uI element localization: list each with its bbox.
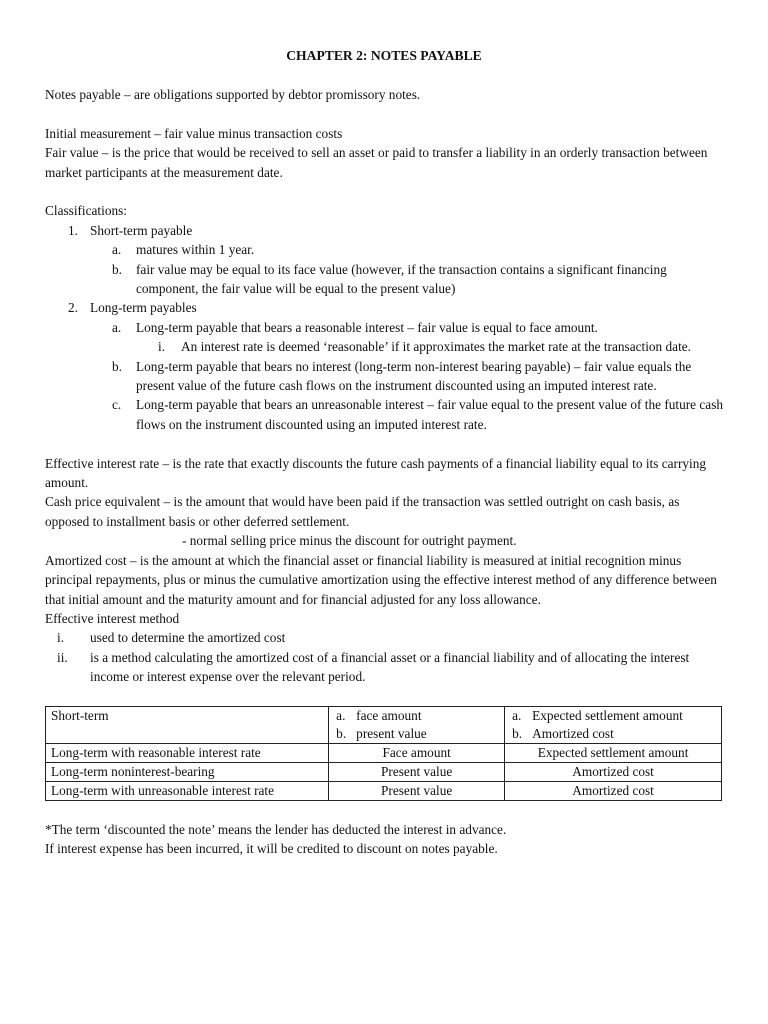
cell-list — [334, 707, 499, 743]
effective-rate-definition: Effective interest rate – is the rate that exactly discounts the future cash payments of a financial liability equal to its carrying amount. — [45, 455, 707, 491]
list-item — [90, 395, 725, 434]
list-marker: a. — [112, 242, 122, 258]
list-item — [45, 628, 725, 647]
list-item — [334, 707, 499, 725]
list-item-text: face amount — [356, 707, 422, 723]
list-marker: ii. — [57, 649, 68, 665]
table-cell: Expected settlement amount — [505, 743, 722, 762]
classification-item-long-term — [45, 298, 725, 434]
list-item-text: Amortized cost — [532, 725, 614, 741]
table-cell: Short-term — [46, 706, 329, 743]
list-item — [510, 707, 716, 725]
list-marker: a. — [512, 707, 522, 723]
list-item-text: present value — [356, 725, 427, 741]
classifications-list — [45, 221, 725, 434]
list-marker: 2. — [68, 300, 78, 316]
list-marker: b. — [336, 725, 347, 741]
list-marker: c. — [112, 397, 122, 413]
classification-label: Long-term payables — [90, 300, 197, 316]
list-item-text: An interest rate is deemed ‘reasonable’ if it approximates the market rate at the transaction date. — [181, 339, 691, 355]
long-term-sublist — [90, 318, 725, 434]
document-body — [45, 85, 725, 858]
measurement-table — [45, 706, 722, 801]
eim-heading: Effective interest method — [45, 610, 180, 626]
list-item-text: is a method calculating the amortized cost of a financial asset or a financial liability and of allocating the interest income or interest expense over the relevant period. — [90, 649, 690, 685]
amortized-cost-definition: Amortized cost – is the amount at which the financial asset or financial liability is measured at initial recognition minus principal repayments, plus or minus the cumulative amortization using the effective interest method of any difference between that initial amount and the maturity amount and for financial adjusted for any loss allowance. — [45, 552, 717, 607]
list-item — [90, 260, 725, 299]
classification-item-short-term — [45, 221, 725, 299]
list-item-text: Long-term payable that bears an unreasonable interest – fair value equal to the present value of the future cash flows on the instrument discounted using an imputed interest rate. — [136, 397, 724, 432]
fair-value-paragraph: Fair value – is the price that would be received to sell an asset or paid to transfer a liability in an orderly transaction between market participants at the measurement date. — [45, 145, 708, 180]
table-row — [46, 762, 722, 781]
table-row — [46, 781, 722, 800]
list-item — [90, 357, 725, 396]
table-row — [46, 706, 722, 743]
list-marker: a. — [336, 707, 346, 723]
list-marker: b. — [512, 725, 523, 741]
table-cell — [329, 706, 505, 743]
list-marker: i. — [57, 630, 65, 646]
cash-price-definition: Cash price equivalent – is the amount that would have been paid if the transaction was settled outright on cash basis, as opposed to installment basis or other deferred settlement. — [45, 494, 680, 529]
list-item — [45, 648, 725, 687]
eim-list — [45, 628, 725, 686]
table-cell: Face amount — [329, 743, 505, 762]
list-marker: a. — [112, 319, 122, 335]
footnote-line: If interest expense has been incurred, it will be credited to discount on notes payable. — [45, 840, 498, 856]
list-item — [136, 337, 725, 356]
list-item-text: Long-term payable that bears a reasonable interest – fair value is equal to face amount. — [136, 319, 598, 335]
intro-paragraph: Notes payable – are obligations supported by debtor promissory notes. — [45, 87, 421, 102]
table-cell: Present value — [329, 781, 505, 800]
table-row — [46, 743, 722, 762]
table-cell: Amortized cost — [505, 762, 722, 781]
list-item-text: fair value may be equal to its face value (however, if the transaction contains a significant financing component, the fair value will be equal to the present value) — [136, 261, 667, 297]
list-marker: 1. — [68, 222, 78, 238]
table-cell: Amortized cost — [505, 781, 722, 800]
classifications-heading: Classifications: — [45, 203, 127, 219]
list-item — [510, 725, 716, 743]
reasonable-rate-sublist — [136, 337, 725, 356]
cell-list — [510, 707, 716, 743]
cash-price-note: - normal selling price minus the discount for outright payment. — [182, 533, 517, 549]
classification-label: Short-term payable — [90, 222, 193, 238]
list-item — [90, 240, 725, 259]
table-cell: Long-term with reasonable interest rate — [46, 743, 329, 762]
initial-measurement-line: Initial measurement – fair value minus transaction costs — [45, 125, 343, 141]
list-item — [334, 725, 499, 743]
table-cell: Long-term noninterest-bearing — [46, 762, 329, 781]
page-title: CHAPTER 2: NOTES PAYABLE — [286, 48, 482, 63]
list-item-text: Long-term payable that bears no interest (long-term non-interest bearing payable) – fair value equals the present value of the future cash flows on the instrument discounted using an imputed interest rate. — [136, 358, 692, 394]
list-item — [90, 318, 725, 357]
list-item-text: used to determine the amortized cost — [90, 630, 286, 646]
table-cell: Present value — [329, 762, 505, 781]
footnote-line: *The term ‘discounted the note’ means the lender has deducted the interest in advance. — [45, 821, 507, 837]
list-marker: b. — [112, 261, 122, 277]
list-marker: b. — [112, 358, 122, 374]
list-item-text: matures within 1 year. — [136, 242, 255, 258]
list-item-text: Expected settlement amount — [532, 707, 683, 723]
short-term-sublist — [90, 240, 725, 298]
table-cell — [505, 706, 722, 743]
footnotes — [45, 820, 725, 859]
table-cell: Long-term with unreasonable interest rate — [46, 781, 329, 800]
list-marker: i. — [158, 339, 166, 355]
